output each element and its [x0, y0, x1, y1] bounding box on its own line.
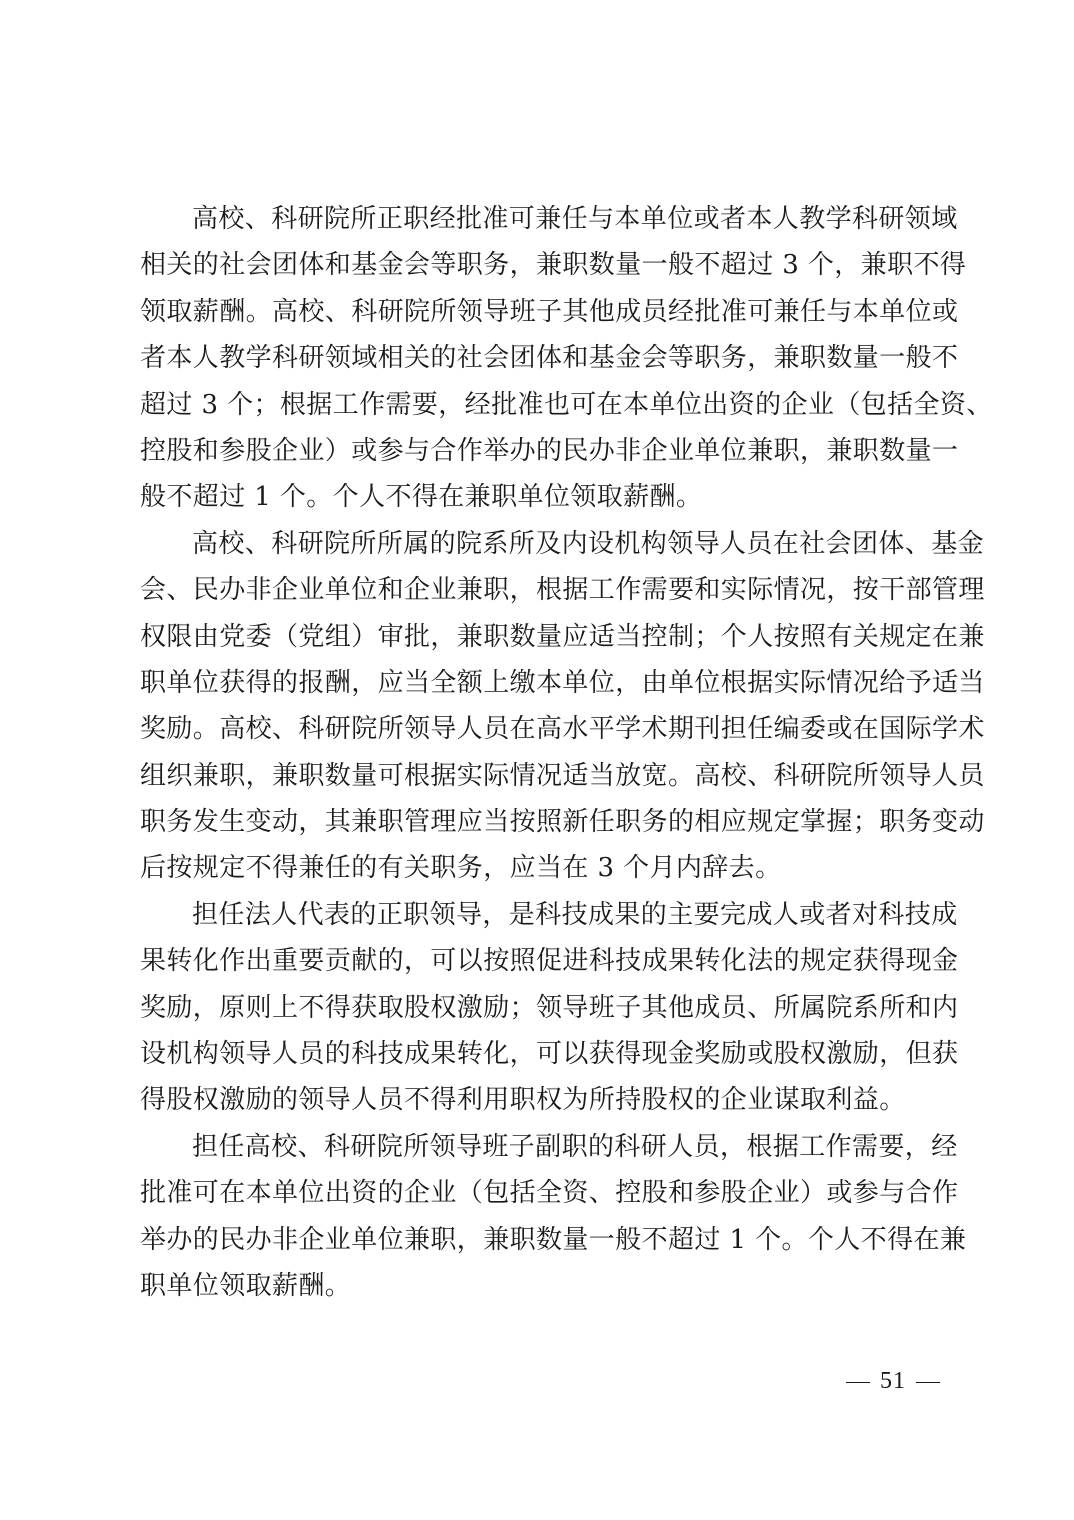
page-number-value: 51	[880, 1368, 906, 1394]
text-line: 设机构领导人员的科技成果转化，可以获得现金奖励或股权激励，但获	[140, 1039, 959, 1070]
text-line: 组织兼职，兼职数量可根据实际情况适当放宽。高校、科研院所领导人员	[140, 760, 985, 791]
dash-right	[916, 1382, 940, 1384]
dash-left	[846, 1382, 870, 1384]
text-line: 会、民办非企业单位和企业兼职，根据工作需要和实际情况，按干部管理	[140, 575, 985, 606]
text-line: 得股权激励的领导人员不得利用职权为所持股权的企业谋取利益。	[140, 1085, 906, 1116]
text-line: 超过 3 个；根据工作需要，经批准也可在本单位出资的企业（包括全资、	[140, 389, 993, 420]
text-line: 举办的民办非企业单位兼职，兼职数量一般不超过 1 个。个人不得在兼	[140, 1224, 967, 1255]
text-line: 担任高校、科研院所领导班子副职的科研人员，根据工作需要，经	[192, 1131, 958, 1162]
paragraph-3	[140, 892, 959, 1124]
text-line: 职单位获得的报酬，应当全额上缴本单位，由单位根据实际情况给予适当	[140, 667, 985, 698]
text-line: 控股和参股企业）或参与合作举办的民办非企业单位兼职，兼职数量一	[140, 435, 959, 466]
text-line: 高校、科研院所所属的院系所及内设机构领导人员在社会团体、基金	[192, 528, 985, 559]
text-line: 奖励，原则上不得获取股权激励；领导班子其他成员、所属院系所和内	[140, 992, 959, 1023]
text-line: 担任法人代表的正职领导，是科技成果的主要完成人或者对科技成	[192, 899, 958, 930]
page-number	[836, 1368, 950, 1395]
text-line: 高校、科研院所正职经批准可兼任与本单位或者本人教学科研领域	[192, 204, 958, 234]
text-line: 果转化作出重要贡献的，可以按照促进科技成果转化法的规定获得现金	[140, 946, 959, 977]
text-line: 职务发生变动，其兼职管理应当按照新任职务的相应规定掌握；职务变动	[140, 807, 985, 838]
paragraph-2	[140, 521, 985, 892]
text-line: 奖励。高校、科研院所领导人员在高水平学术期刊担任编委或在国际学术	[140, 714, 985, 745]
text-line: 者本人教学科研领域相关的社会团体和基金会等职务，兼职数量一般不	[140, 343, 959, 374]
text-line: 般不超过 1 个。个人不得在兼职单位领取薪酬。	[140, 482, 703, 513]
paragraph-1	[140, 196, 993, 521]
text-line: 权限由党委（党组）审批，兼职数量应适当控制；个人按照有关规定在兼	[140, 621, 985, 652]
paragraph-4	[140, 1124, 967, 1310]
text-line: 领取薪酬。高校、科研院所领导班子其他成员经批准可兼任与本单位或	[140, 296, 959, 327]
text-line: 相关的社会团体和基金会等职务，兼职数量一般不超过 3 个，兼职不得	[140, 250, 967, 281]
text-line: 批准可在本单位出资的企业（包括全资、控股和参股企业）或参与合作	[140, 1178, 959, 1209]
body-text	[140, 196, 993, 1309]
text-line: 后按规定不得兼任的有关职务，应当在 3 个月内辞去。	[140, 853, 782, 884]
text-line: 职单位领取薪酬。	[140, 1270, 352, 1301]
